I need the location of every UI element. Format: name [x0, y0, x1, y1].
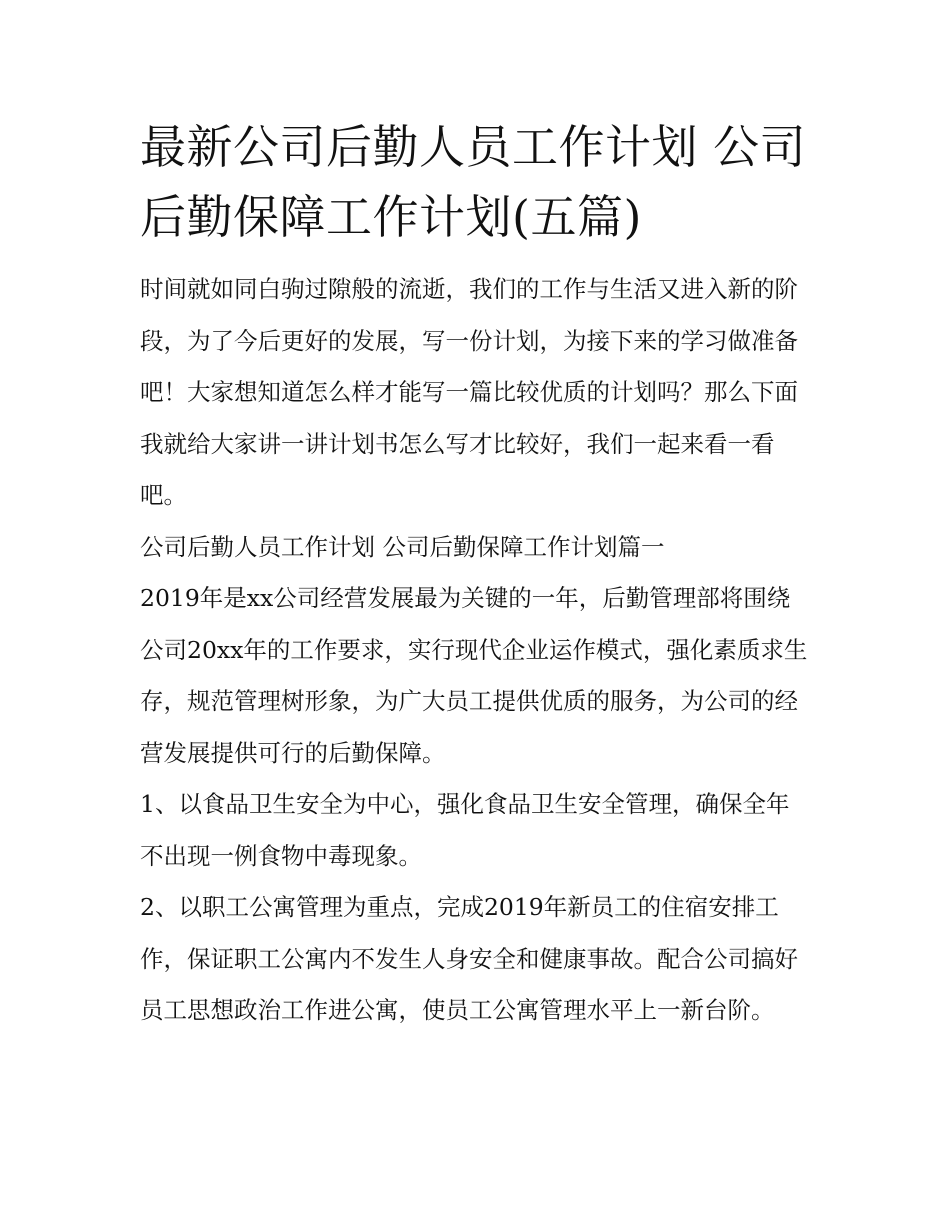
body-paragraph: 2019年是xx公司经营发展最为关键的一年，后勤管理部将围绕公司20xx年的工作要求，实行现代企业运作模式，强化素质求生存，规范管理树形象，为广大员工提供优质的服务，为公司的经营发展提供可行的后勤保障。 [140, 584, 808, 767]
document-content [140, 112, 812, 1037]
list-item-1: 1、以食品卫生安全为中心，强化食品卫生安全管理，确保全年不出现一例食物中毒现象。 [140, 790, 790, 870]
section-heading: 公司后勤人员工作计划 公司后勤保障工作计划篇一 [140, 532, 665, 561]
document-body [140, 264, 812, 1037]
document-title: 最新公司后勤人员工作计划 公司后勤保障工作计划(五篇) [140, 120, 807, 244]
intro-paragraph: 时间就如同白驹过隙般的流逝，我们的工作与生活又进入新的阶段，为了今后更好的发展，写一份计划，为接下来的学习做准备吧！大家想知道怎么样才能写一篇比较优质的计划吗？那么下面我就给大家讲一讲计划书怎么写才比较好，我们一起来看一看吧。 [140, 275, 798, 509]
list-item-2: 2、以职工公寓管理为重点，完成2019年新员工的住宿安排工作，保证职工公寓内不发生人身安全和健康事故。配合公司搞好员工思想政治工作进公寓，使员工公寓管理水平上一新台阶。 [140, 893, 798, 1024]
